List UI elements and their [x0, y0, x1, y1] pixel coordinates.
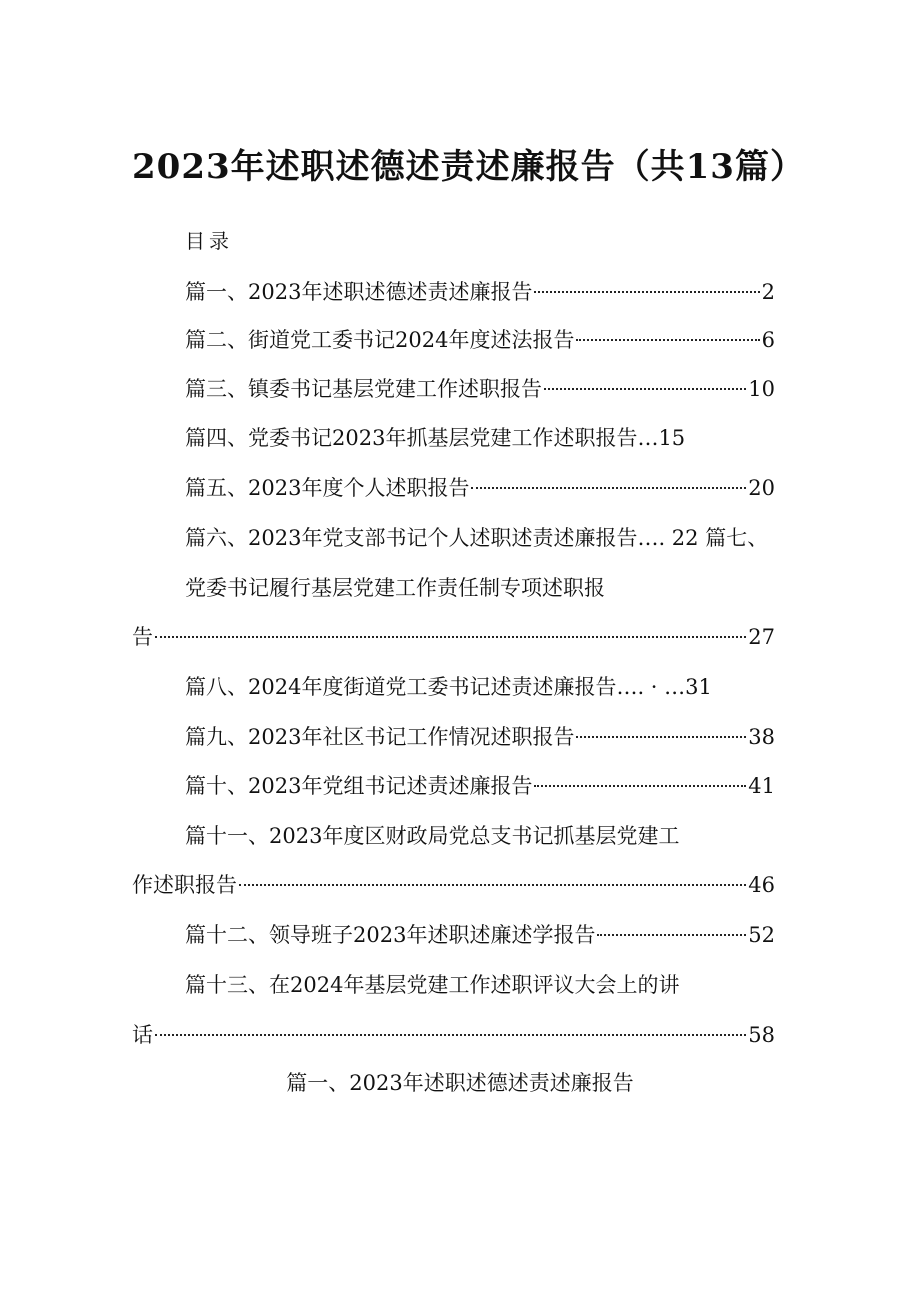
- toc-entry-3[interactable]: [185, 372, 775, 406]
- toc-leader-dots: [544, 366, 746, 390]
- toc-entry-11-line-1[interactable]: [185, 819, 679, 853]
- toc-leader-dots: [155, 614, 746, 638]
- toc-leader-dots: [155, 1012, 746, 1036]
- toc-entry-text: 篇一、2023年述职述德述责述廉报告: [185, 280, 533, 304]
- toc-leader-dots: [471, 465, 746, 489]
- toc-page-number: 52: [748, 923, 775, 947]
- toc-page-number: 6: [761, 328, 775, 352]
- toc-entry-11-line-2[interactable]: [132, 868, 775, 902]
- toc-leader-dots: [576, 317, 759, 341]
- toc-entry-text: 作述职报告: [132, 873, 237, 897]
- toc-page-number: 27: [748, 625, 775, 649]
- toc-page-number: 46: [748, 873, 775, 897]
- toc-entry-13-line-1[interactable]: [185, 968, 679, 1002]
- toc-entry-1[interactable]: [185, 275, 775, 309]
- toc-entry-text: 党委书记履行基层党建工作责任制专项述职报: [185, 576, 605, 600]
- toc-entry-10[interactable]: [185, 769, 775, 803]
- toc-page-number: 2: [761, 280, 775, 304]
- toc-page-number: 41: [748, 774, 775, 798]
- toc-entry-text: 篇八、2024年度街道党工委书记述责述廉报告…. · …31: [185, 675, 712, 699]
- toc-leader-dots: [239, 862, 746, 886]
- toc-entry-text: 篇十三、在2024年基层党建工作述职评议大会上的讲: [185, 973, 680, 997]
- toc-entry-text: 篇十一、2023年度区财政局党总支书记抓基层党建工: [185, 824, 680, 848]
- toc-leader-dots: [534, 269, 759, 293]
- toc-heading: 目录: [185, 229, 233, 253]
- toc-page-number: 10: [748, 377, 775, 401]
- toc-entry-text: 篇五、2023年度个人述职报告: [185, 476, 470, 500]
- toc-entry-text: 篇十二、领导班子2023年述职述廉述学报告: [185, 923, 596, 947]
- document-title: 2023年述职述德述责述廉报告（共13篇）: [132, 147, 805, 187]
- toc-entry-text: 篇四、党委书记2023年抓基层党建工作述职报告…15: [185, 426, 686, 450]
- toc-entry-text: 篇三、镇委书记基层党建工作述职报告: [185, 377, 542, 401]
- toc-entry-9[interactable]: [185, 720, 775, 754]
- toc-entry-2[interactable]: [185, 323, 775, 357]
- toc-page-number: 20: [748, 476, 775, 500]
- toc-entry-5[interactable]: [185, 471, 775, 505]
- toc-entry-7-line-2[interactable]: [132, 620, 775, 654]
- toc-leader-dots: [597, 912, 746, 936]
- toc-entry-text: 篇十、2023年党组书记述责述廉报告: [185, 774, 533, 798]
- toc-entry-text: 篇九、2023年社区书记工作情况述职报告: [185, 725, 575, 749]
- section-heading: 篇一、2023年述职述德述责述廉报告: [286, 1071, 634, 1095]
- toc-entry-12[interactable]: [185, 918, 775, 952]
- toc-leader-dots: [534, 763, 746, 787]
- toc-entry-7-line-1[interactable]: [185, 571, 605, 605]
- toc-entry-6[interactable]: [185, 521, 768, 555]
- toc-page-number: 58: [748, 1023, 775, 1047]
- toc-leader-dots: [576, 714, 746, 738]
- toc-entry-8[interactable]: [185, 670, 712, 704]
- toc-entry-13-line-2[interactable]: [132, 1018, 775, 1052]
- toc-entry-text: 话: [132, 1023, 153, 1047]
- toc-entry-text: 篇二、街道党工委书记2024年度述法报告: [185, 328, 575, 352]
- toc-entry-text: 篇六、2023年党支部书记个人述职述责述廉报告…. 22 篇七、: [185, 526, 769, 550]
- toc-entry-4[interactable]: [185, 421, 685, 455]
- toc-entry-text: 告: [132, 625, 153, 649]
- toc-page-number: 38: [748, 725, 775, 749]
